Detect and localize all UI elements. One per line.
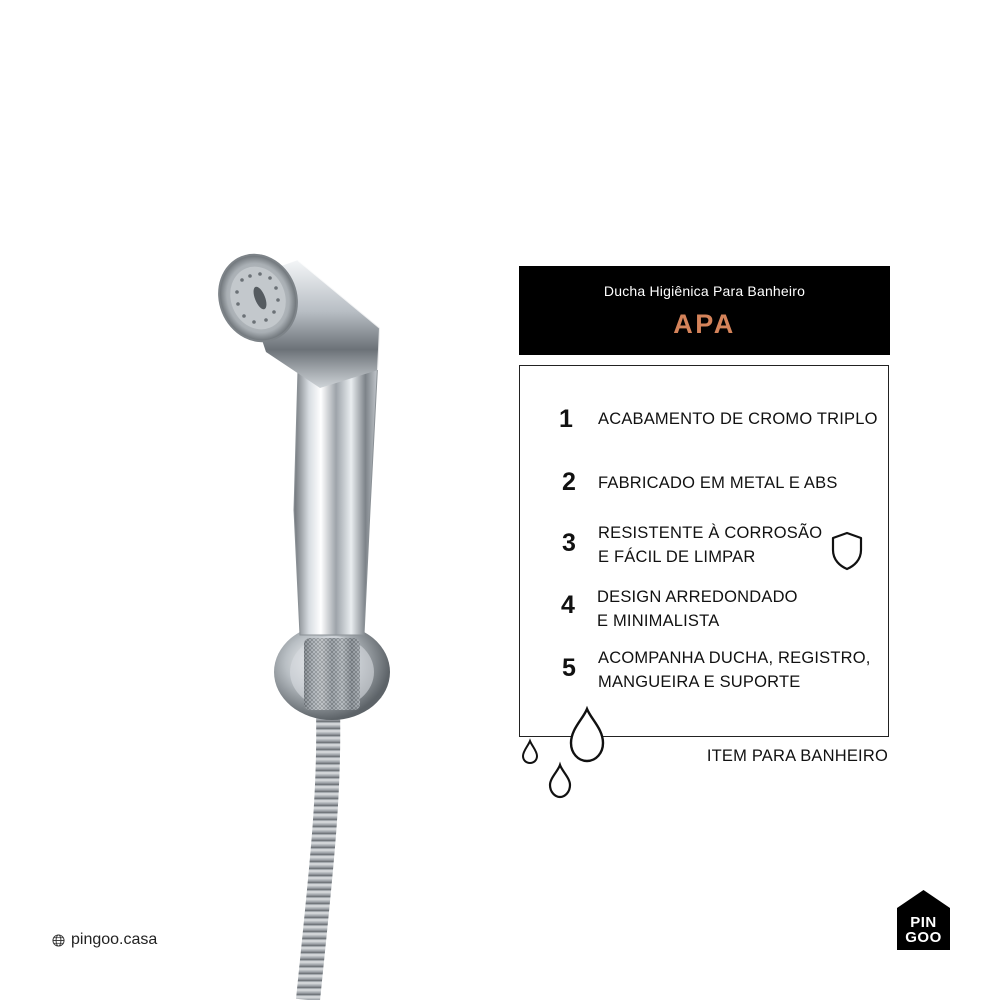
feature-number: 3 <box>562 529 576 557</box>
feature-text <box>598 646 871 694</box>
feature-line: ACABAMENTO DE CROMO TRIPLO <box>598 410 878 428</box>
feature-number: 2 <box>562 468 576 496</box>
feature-line: E MINIMALISTA <box>597 612 720 630</box>
feature-line: E FÁCIL DE LIMPAR <box>598 548 756 566</box>
feature-line: FABRICADO EM METAL E ABS <box>598 474 838 492</box>
globe-icon <box>52 934 65 947</box>
brand-logo <box>897 890 950 950</box>
feature-number: 5 <box>562 654 576 682</box>
feature-number: 4 <box>561 591 575 619</box>
feature-line: DESIGN ARREDONDADO <box>597 588 798 606</box>
website-link[interactable] <box>52 929 157 951</box>
product-header <box>519 266 890 355</box>
feature-text <box>598 407 878 431</box>
website-text: pingoo.casa <box>71 931 158 948</box>
feature-line: RESISTENTE À CORROSÃO <box>598 524 823 542</box>
shield-icon <box>829 530 865 572</box>
feature-line: MANGUEIRA E SUPORTE <box>598 673 801 691</box>
product-image <box>180 240 440 1000</box>
feature-text <box>598 521 822 569</box>
water-drop-icon <box>515 705 615 805</box>
product-subtitle: Ducha Higiênica Para Banheiro <box>603 283 806 299</box>
logo-text-line1: PIN <box>910 914 937 931</box>
logo-text-line2: GOO <box>905 929 942 946</box>
feature-text <box>598 471 838 495</box>
product-title: APA <box>673 309 736 339</box>
feature-number: 1 <box>559 405 573 433</box>
feature-line: ACOMPANHA DUCHA, REGISTRO, <box>598 649 871 667</box>
item-label: ITEM PARA BANHEIRO <box>706 747 888 765</box>
feature-text <box>597 585 798 633</box>
